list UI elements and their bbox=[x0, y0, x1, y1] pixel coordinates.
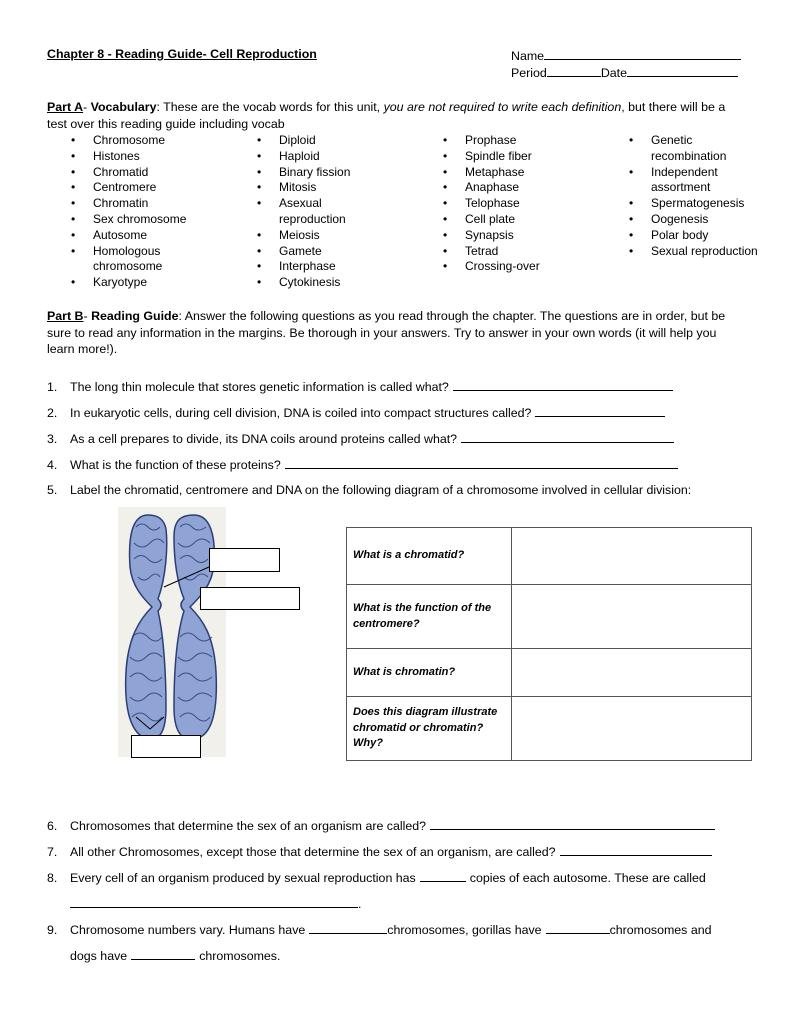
question-text: In eukaryotic cells, during cell division, DNA is coiled into compact structures called? bbox=[70, 406, 532, 420]
table-answer-cell[interactable] bbox=[512, 585, 752, 649]
table-answer-cell[interactable] bbox=[512, 528, 752, 585]
part-b-sep: - bbox=[83, 309, 92, 323]
label-box-centromere[interactable] bbox=[200, 587, 300, 610]
date-field[interactable] bbox=[627, 64, 738, 77]
vocab-item: • Autosome bbox=[71, 228, 221, 244]
question-number: 1. bbox=[47, 380, 58, 394]
period-date-line bbox=[511, 64, 738, 80]
question-text: Chromosomes that determine the sex of an organism are called? bbox=[70, 819, 427, 833]
vocab-item: • Chromatin bbox=[71, 196, 221, 212]
answer-field-8b[interactable] bbox=[70, 895, 358, 908]
question-text: Chromosome numbers vary. Humans have bbox=[70, 923, 306, 937]
question-6 bbox=[47, 817, 715, 833]
question-8 bbox=[47, 869, 706, 885]
question-text-2: chromosomes, gorillas have bbox=[387, 923, 542, 937]
vocab-item: • Crossing-over bbox=[443, 259, 573, 275]
vocab-item: • Oogenesis bbox=[629, 212, 759, 228]
part-a-label: Part A bbox=[47, 100, 84, 114]
vocab-item: • Mitosis bbox=[257, 180, 387, 196]
question-text-5: chromosomes. bbox=[199, 949, 281, 963]
question-text: As a cell prepares to divide, its DNA coils around proteins called what? bbox=[70, 432, 458, 446]
chromosome-diagram bbox=[118, 507, 226, 757]
question-text-4: dogs have bbox=[70, 949, 128, 963]
vocab-item: • Gamete bbox=[257, 244, 387, 260]
part-a-italic: you are not required to write each definition bbox=[383, 100, 622, 114]
question-number: 9. bbox=[47, 923, 58, 937]
question-4 bbox=[47, 456, 678, 472]
question-9-line-2 bbox=[70, 947, 280, 963]
vocab-item: • Sex chromosome bbox=[71, 212, 221, 228]
vocab-item: • Cytokinesis bbox=[257, 275, 387, 291]
answer-field-9c[interactable] bbox=[131, 947, 195, 960]
answer-field-4[interactable] bbox=[285, 456, 678, 469]
table-question: What is chromatin? bbox=[347, 649, 512, 697]
vocab-item: • Binary fission bbox=[257, 165, 387, 181]
answer-field-9a[interactable] bbox=[309, 921, 387, 934]
answer-field-6[interactable] bbox=[430, 817, 715, 830]
question-table bbox=[346, 527, 752, 761]
vocab-item: • Interphase bbox=[257, 259, 387, 275]
part-a-sep: - bbox=[83, 100, 91, 114]
vocab-item: • Prophase bbox=[443, 133, 573, 149]
vocab-item: • Diploid bbox=[257, 133, 387, 149]
vocab-item: • Telophase bbox=[443, 196, 573, 212]
part-a-text: : These are the vocab words for this unit, bbox=[156, 100, 384, 114]
question-1 bbox=[47, 378, 673, 394]
answer-field-2[interactable] bbox=[535, 404, 665, 417]
part-b-heading: Reading Guide bbox=[91, 309, 179, 323]
vocab-item: • Chromosome bbox=[71, 133, 221, 149]
vocab-item: • Histones bbox=[71, 149, 221, 165]
table-question: What is a chromatid? bbox=[347, 528, 512, 585]
table-answer-cell[interactable] bbox=[512, 697, 752, 761]
question-text: Label the chromatid, centromere and DNA on the following diagram of a chromosome involved in cellular division: bbox=[70, 483, 692, 497]
name-line bbox=[511, 47, 741, 63]
vocab-col-2 bbox=[257, 133, 387, 291]
vocab-item: • Spermatogenesis bbox=[629, 196, 759, 212]
question-7 bbox=[47, 843, 712, 859]
part-a-heading: Vocabulary bbox=[90, 100, 157, 114]
question-2 bbox=[47, 404, 665, 420]
vocab-item: • Haploid bbox=[257, 149, 387, 165]
question-end: . bbox=[358, 897, 362, 911]
question-text-2: copies of each autosome. These are called bbox=[469, 871, 706, 885]
question-text: Every cell of an organism produced by sexual reproduction has bbox=[70, 871, 416, 885]
answer-field-9b[interactable] bbox=[546, 921, 610, 934]
part-b-label: Part B bbox=[47, 309, 84, 323]
vocab-item: • Anaphase bbox=[443, 180, 573, 196]
answer-field-1[interactable] bbox=[453, 378, 673, 391]
table-row bbox=[347, 585, 752, 649]
question-text-3: chromosomes and bbox=[609, 923, 712, 937]
vocab-item: • Homologous chromosome bbox=[71, 244, 221, 276]
vocab-item: • Genetic recombination bbox=[629, 133, 759, 165]
vocab-item: • Meiosis bbox=[257, 228, 387, 244]
question-number: 3. bbox=[47, 432, 58, 446]
vocab-item: • Chromatid bbox=[71, 165, 221, 181]
table-row bbox=[347, 649, 752, 697]
question-number: 2. bbox=[47, 406, 58, 420]
question-number: 4. bbox=[47, 458, 58, 472]
table-answer-cell[interactable] bbox=[512, 649, 752, 697]
part-b-text: : Answer the following questions as you read through the chapter. The questions are in order, but be sure to read any information in the margins. Be thorough in your answers. Try to answer in your own words (it will help you learn more!). bbox=[47, 309, 726, 356]
question-number: 6. bbox=[47, 819, 58, 833]
part-b-intro bbox=[47, 308, 747, 358]
vocab-item: • Independent assortment bbox=[629, 165, 759, 197]
vocab-item: • Karyotype bbox=[71, 275, 221, 291]
table-row bbox=[347, 528, 752, 585]
question-number: 8. bbox=[47, 871, 58, 885]
answer-field-8a[interactable] bbox=[420, 869, 466, 882]
question-8-line-2 bbox=[70, 895, 361, 911]
vocab-col-3 bbox=[443, 133, 573, 275]
page-title: Chapter 8 - Reading Guide- Cell Reproduction bbox=[47, 47, 317, 61]
vocab-item: • Spindle fiber bbox=[443, 149, 573, 165]
table-row bbox=[347, 697, 752, 761]
question-number: 5. bbox=[47, 483, 58, 497]
vocab-col-4 bbox=[629, 133, 759, 259]
name-field[interactable] bbox=[544, 47, 741, 60]
question-text: The long thin molecule that stores genetic information is called what? bbox=[70, 380, 449, 394]
label-box-dna[interactable] bbox=[131, 735, 201, 758]
question-5 bbox=[47, 483, 691, 497]
question-3 bbox=[47, 430, 674, 446]
answer-field-7[interactable] bbox=[560, 843, 712, 856]
question-number: 7. bbox=[47, 845, 58, 859]
answer-field-3[interactable] bbox=[461, 430, 674, 443]
name-label: Name bbox=[511, 49, 545, 63]
vocab-item: • Tetrad bbox=[443, 244, 573, 260]
question-text: All other Chromosomes, except those that determine the sex of an organism, are called? bbox=[70, 845, 556, 859]
vocab-item: • Sexual reproduction bbox=[629, 244, 759, 260]
table-question: Does this diagram illustrate chromatid or chromatin? Why? bbox=[347, 697, 512, 761]
vocab-item: • Polar body bbox=[629, 228, 759, 244]
label-box-chromatid[interactable] bbox=[209, 548, 280, 572]
vocab-item: • Centromere bbox=[71, 180, 221, 196]
table-question: What is the function of the centromere? bbox=[347, 585, 512, 649]
question-9 bbox=[47, 921, 712, 937]
vocab-item: • Asexual reproduction bbox=[257, 196, 387, 228]
part-a-text2: , but there will be a test over this reading guide including vocab bbox=[47, 100, 726, 131]
question-text: What is the function of these proteins? bbox=[70, 458, 281, 472]
part-a-intro bbox=[47, 99, 747, 132]
period-field[interactable] bbox=[547, 64, 601, 77]
vocab-col-1 bbox=[71, 133, 221, 291]
date-label: Date bbox=[600, 66, 628, 80]
period-label: Period bbox=[511, 66, 547, 80]
vocab-item: • Synapsis bbox=[443, 228, 573, 244]
vocab-item: • Cell plate bbox=[443, 212, 573, 228]
vocab-item: • Metaphase bbox=[443, 165, 573, 181]
